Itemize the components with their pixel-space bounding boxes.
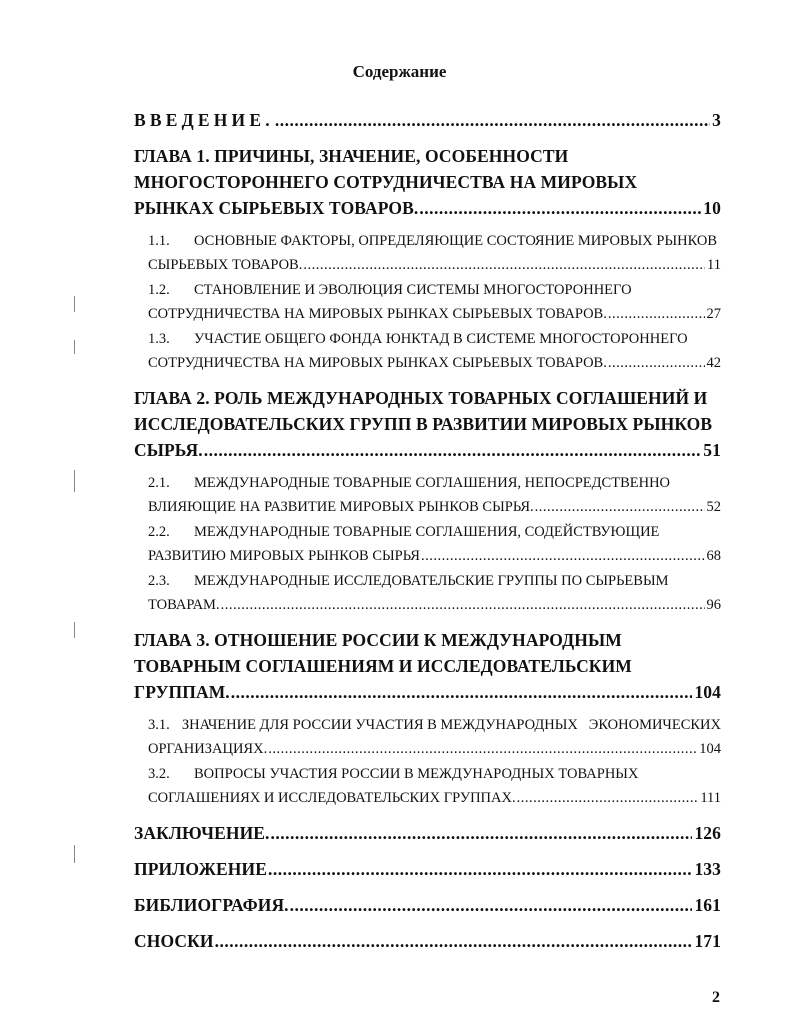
toc-entry-section-2-2[interactable] xyxy=(134,520,721,568)
toc-page: 52 xyxy=(706,499,721,515)
toc-entry-bibliography[interactable] xyxy=(134,892,721,918)
toc-page: 11 xyxy=(707,257,721,273)
toc-entry-section-2-1[interactable] xyxy=(134,471,721,519)
toc-label: СЫРЬЯ. xyxy=(134,440,203,460)
section-number: 1.3. xyxy=(148,331,170,347)
toc-page: 126 xyxy=(694,823,721,843)
table-of-contents xyxy=(134,107,721,964)
toc-label: СЫРЬЕВЫХ ТОВАРОВ. xyxy=(148,257,303,273)
page-title: Содержание xyxy=(352,62,447,81)
dot-leader xyxy=(421,544,705,568)
toc-entry-chapter-2[interactable] xyxy=(134,385,721,463)
dot-leader xyxy=(275,107,710,133)
dot-leader xyxy=(303,253,705,277)
toc-label: ГЛАВА 3. ОТНОШЕНИЕ РОССИИ К МЕЖДУНАРОДНЫМ xyxy=(134,630,622,650)
dot-leader xyxy=(608,351,705,375)
dot-leader xyxy=(215,928,693,954)
scan-margin-mark xyxy=(74,845,75,863)
section-number: 2.1. xyxy=(148,475,170,491)
toc-label: МЕЖДУНАРОДНЫЕ ТОВАРНЫЕ СОГЛАШЕНИЯ, НЕПОСРЕДСТВЕННО xyxy=(194,475,671,491)
toc-page: 96 xyxy=(706,597,721,613)
toc-page: 171 xyxy=(694,931,721,951)
toc-label: ОРГАНИЗАЦИЯХ. xyxy=(148,741,268,757)
chapter-1-sections xyxy=(134,229,721,375)
toc-page: 104 xyxy=(699,741,721,757)
toc-label: СОТРУДНИЧЕСТВА НА МИРОВЫХ РЫНКАХ СЫРЬЕВЫХ ТОВАРОВ. xyxy=(148,355,607,371)
toc-label: СОГЛАШЕНИЯХ И ИССЛЕДОВАТЕЛЬСКИХ ГРУППАХ. xyxy=(148,790,516,806)
section-number: 1.1. xyxy=(148,233,170,249)
toc-page: 133 xyxy=(694,859,721,879)
toc-label: СТАНОВЛЕНИЕ И ЭВОЛЮЦИЯ СИСТЕМЫ МНОГОСТОРОННЕГО xyxy=(194,282,632,298)
dot-leader xyxy=(608,302,705,326)
toc-label: РАЗВИТИЮ МИРОВЫХ РЫНКОВ СЫРЬЯ xyxy=(148,548,420,564)
toc-label: ПРИЛОЖЕНИЕ xyxy=(134,859,268,879)
toc-entry-footnotes[interactable] xyxy=(134,928,721,954)
toc-page: 42 xyxy=(706,355,721,371)
toc-label: ГЛАВА 2. РОЛЬ МЕЖДУНАРОДНЫХ ТОВАРНЫХ СОГЛАШЕНИЙ И xyxy=(134,388,708,408)
toc-page: 104 xyxy=(694,682,721,702)
toc-label: СНОСКИ xyxy=(134,931,214,951)
toc-entry-section-1-2[interactable] xyxy=(134,278,721,326)
toc-label: ВВЕДЕНИЕ. xyxy=(134,110,274,130)
toc-entry-intro[interactable] xyxy=(134,107,721,133)
toc-label: МЕЖДУНАРОДНЫЕ ИССЛЕДОВАТЕЛЬСКИЕ ГРУППЫ ПО СЫРЬЕВЫМ xyxy=(194,573,669,589)
toc-entry-section-1-1[interactable] xyxy=(134,229,721,277)
dot-leader xyxy=(419,195,701,221)
scan-margin-mark xyxy=(74,296,75,312)
toc-entry-appendix[interactable] xyxy=(134,856,721,882)
toc-entry-section-3-1[interactable] xyxy=(134,713,721,761)
scan-margin-mark xyxy=(74,340,75,354)
toc-page: 161 xyxy=(694,895,721,915)
section-number: 3.1. xyxy=(148,717,170,733)
toc-label: ГРУППАМ. xyxy=(134,682,230,702)
toc-label: ВОПРОСЫ УЧАСТИЯ РОССИИ В МЕЖДУНАРОДНЫХ ТОВАРНЫХ xyxy=(194,766,639,782)
toc-label: ТОВАРНЫМ СОГЛАШЕНИЯМ И ИССЛЕДОВАТЕЛЬСКИМ xyxy=(134,656,632,676)
toc-label: РЫНКАХ СЫРЬЕВЫХ ТОВАРОВ. xyxy=(134,198,419,218)
toc-label: ВЛИЯЮЩИЕ НА РАЗВИТИЕ МИРОВЫХ РЫНКОВ СЫРЬЯ. xyxy=(148,499,534,515)
toc-label: УЧАСТИЕ ОБЩЕГО ФОНДА ЮНКТАД В СИСТЕМЕ МНОГОСТОРОННЕГО xyxy=(194,331,688,347)
toc-page: 3 xyxy=(712,110,721,130)
dot-leader xyxy=(204,437,702,463)
toc-label: ЗАКЛЮЧЕНИЕ. xyxy=(134,823,270,843)
chapter-3-sections xyxy=(134,713,721,810)
scan-margin-mark xyxy=(74,470,75,492)
dot-leader xyxy=(221,593,705,617)
section-number: 2.3. xyxy=(148,573,170,589)
section-number: 1.2. xyxy=(148,282,170,298)
dot-leader xyxy=(535,495,705,519)
toc-page: 111 xyxy=(700,790,721,806)
toc-label: ИССЛЕДОВАТЕЛЬСКИХ ГРУПП В РАЗВИТИИ МИРОВЫХ РЫНКОВ xyxy=(134,414,713,434)
toc-page: 27 xyxy=(706,306,721,322)
dot-leader xyxy=(268,856,692,882)
toc-entry-chapter-1[interactable] xyxy=(134,143,721,221)
toc-label: МЕЖДУНАРОДНЫЕ ТОВАРНЫЕ СОГЛАШЕНИЯ, СОДЕЙСТВУЮЩИЕ xyxy=(194,524,660,540)
chapter-2-sections xyxy=(134,471,721,617)
toc-entry-section-2-3[interactable] xyxy=(134,569,721,617)
toc-label: БИБЛИОГРАФИЯ. xyxy=(134,895,289,915)
toc-entry-chapter-3[interactable] xyxy=(134,627,721,705)
scan-margin-mark xyxy=(74,622,75,638)
toc-page: 10 xyxy=(703,198,721,218)
section-number: 3.2. xyxy=(148,766,170,782)
dot-leader xyxy=(290,892,693,918)
toc-label: ТОВАРАМ. xyxy=(148,597,220,613)
section-number: 2.2. xyxy=(148,524,170,540)
toc-label: ОСНОВНЫЕ ФАКТОРЫ, ОПРЕДЕЛЯЮЩИЕ СОСТОЯНИЕ МИРОВЫХ РЫНКОВ xyxy=(194,233,718,249)
toc-entry-conclusion[interactable] xyxy=(134,820,721,846)
toc-label: МНОГОСТОРОННЕГО СОТРУДНИЧЕСТВА НА МИРОВЫХ xyxy=(134,172,638,192)
toc-page: 51 xyxy=(703,440,721,460)
dot-leader xyxy=(231,679,693,705)
toc-entry-section-1-3[interactable] xyxy=(134,327,721,375)
toc-label: ЗНАЧЕНИЕ ДЛЯ РОССИИ УЧАСТИЯ В МЕЖДУНАРОДНЫХ ЭКОНОМИЧЕСКИХ xyxy=(181,717,721,733)
toc-label: ГЛАВА 1. ПРИЧИНЫ, ЗНАЧЕНИЕ, ОСОБЕННОСТИ xyxy=(134,146,569,166)
page-number: 2 xyxy=(712,989,720,1006)
toc-label: СОТРУДНИЧЕСТВА НА МИРОВЫХ РЫНКАХ СЫРЬЕВЫХ ТОВАРОВ. xyxy=(148,306,607,322)
toc-entry-section-3-2[interactable] xyxy=(134,762,721,810)
dot-leader xyxy=(271,820,693,846)
dot-leader xyxy=(517,786,699,810)
dot-leader xyxy=(268,737,697,761)
toc-page: 68 xyxy=(706,548,721,564)
